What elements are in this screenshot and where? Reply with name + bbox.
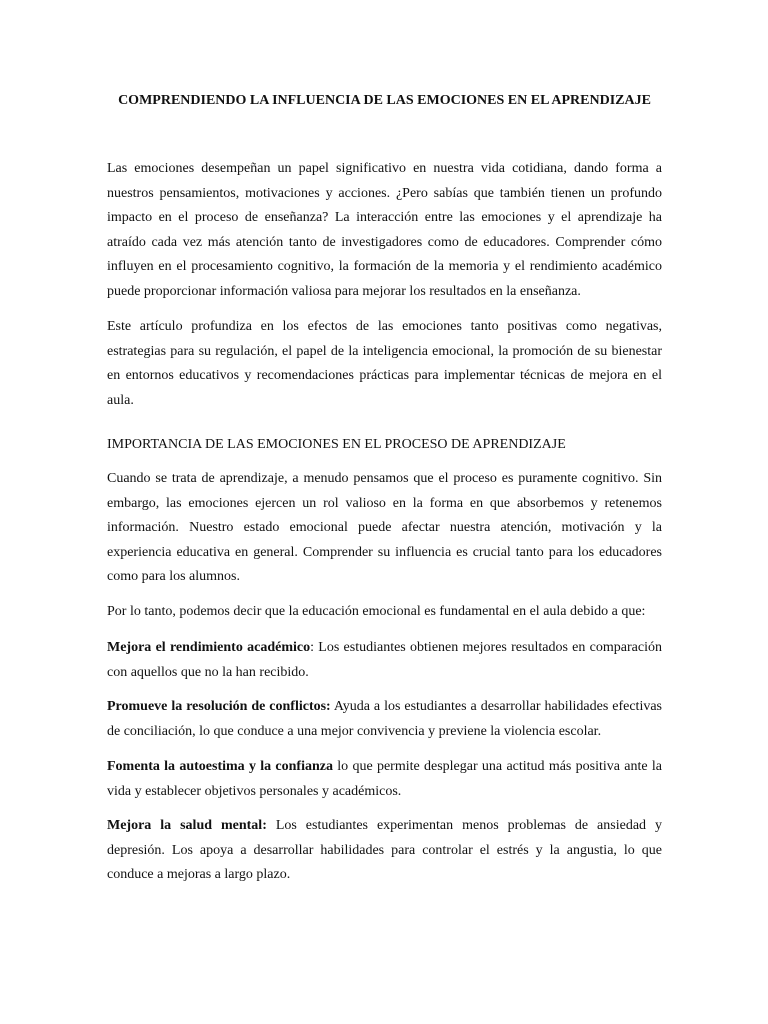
benefit-lead: Promueve la resolución de conflictos: (107, 699, 331, 714)
benefit-item-mental-health (107, 814, 662, 888)
document-title: COMPRENDIENDO LA INFLUENCIA DE LAS EMOCIONES EN EL APRENDIZAJE (118, 93, 651, 108)
section-paragraph-2: Por lo tanto, podemos decir que la educación emocional es fundamental en el aula debido a que: (107, 604, 646, 619)
intro-paragraph-1: Las emociones desempeñan un papel significativo en nuestra vida cotidiana, dando forma a nuestros pensamientos, motivaciones y acciones. ¿Pero sabías que también tienen un profundo impacto en el proceso de enseñanza? La interacción entre las emociones y el aprendizaje ha atraído cada vez más atención tanto de investigadores como de educadores. Comprender cómo influyen en el procesamiento cognitivo, la formación de la memoria y el rendimiento académico puede proporcionar información valiosa para mejorar los resultados en la enseñanza. (107, 161, 662, 299)
benefit-text: Los estudiantes experimentan menos problemas de ansiedad y depresión. Los apoya a desarrollar habilidades para controlar el estrés y la angustia, lo que conduce a mejoras a largo plazo. (107, 818, 662, 882)
benefit-lead: Fomenta la autoestima y la confianza (107, 759, 333, 774)
intro-paragraph-2: Este artículo profundiza en los efectos de las emociones tanto positivas como negativas, estrategias para su regulación, el papel de la inteligencia emocional, la promoción de su bienestar en entornos educativos y recomendaciones prácticas para implementar técnicas de mejora en el aula. (107, 319, 662, 408)
benefit-text: lo que permite desplegar una actitud más positiva ante la vida y establecer objetivos personales y académicos. (107, 759, 662, 799)
benefit-item-conflicts (107, 695, 662, 744)
benefit-item-academic (107, 636, 662, 685)
benefit-item-self-esteem (107, 755, 662, 804)
section-heading: IMPORTANCIA DE LAS EMOCIONES EN EL PROCESO DE APRENDIZAJE (107, 437, 566, 452)
benefit-text: : Los estudiantes obtienen mejores resultados en comparación con aquellos que no la han recibido. (107, 640, 662, 680)
benefit-lead: Mejora el rendimiento académico (107, 640, 311, 655)
section-paragraph-1: Cuando se trata de aprendizaje, a menudo pensamos que el proceso es puramente cognitivo. Sin embargo, las emociones ejercen un rol valioso en la forma en que absorbemos y retenemos información. Nuestro estado emocional puede afectar nuestra atención, motivación y la experiencia educativa en general. Comprender su influencia es crucial tanto para los educadores como para los alumnos. (107, 471, 662, 584)
benefit-text: Ayuda a los estudiantes a desarrollar habilidades efectivas de conciliación, lo que conduce a una mejor convivencia y previene la violencia escolar. (107, 699, 662, 739)
benefit-lead: Mejora la salud mental: (107, 818, 267, 833)
